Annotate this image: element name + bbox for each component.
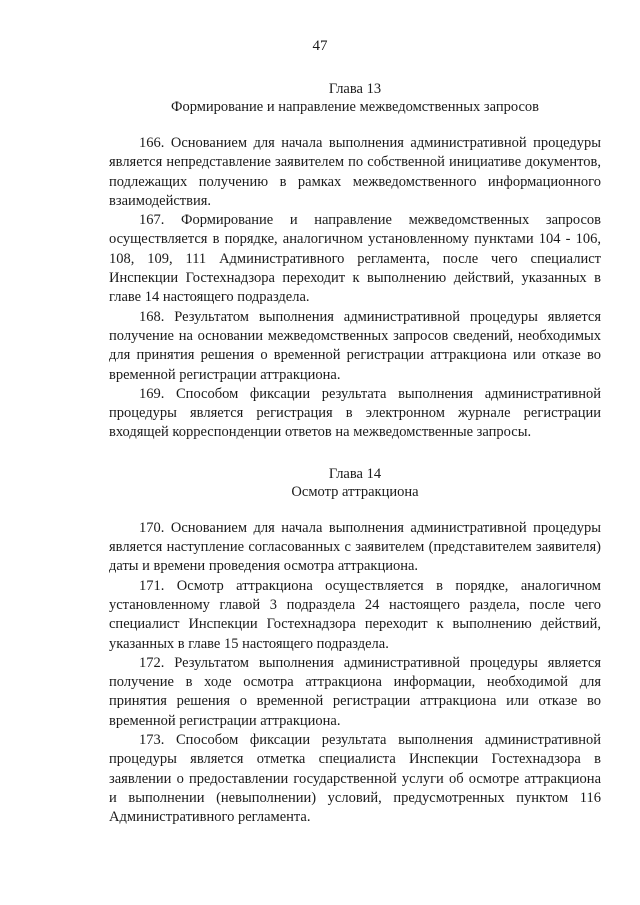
page-content [109, 80, 601, 828]
paragraph-167: 167. Формирование и направление межведомственных запросов осуществляется в порядке, аналогичном установленному пунктами 104 - 106, 108, 109, 111 Административного регламента, после чего специалист Инспекции Гостехнадзора переходит к выполнению действий, указанных в главе 14 настоящего подраздела. [109, 212, 601, 306]
chapter-14 [109, 465, 601, 501]
chapter-title: Формирование и направление межведомственных запросов [171, 99, 539, 115]
paragraph-173: 173. Способом фиксации результата выполнения административной процедуры является отметка специалиста Инспекции Гостехнадзора в заявлении о предоставлении государственной услуги об осмотре аттракциона и выполнении (невыполнении) условий, предусмотренных пунктом 116 Административного регламента. [109, 732, 601, 826]
chapter-heading: Глава 14 [328, 465, 382, 482]
paragraph-171: 171. Осмотр аттракциона осуществляется в порядке, аналогичном установленному главой 3 подраздела 24 настоящего раздела, после чего специалист Инспекции Гостехнадзора переходит к выполнению действий, указанных в главе 15 настоящего подраздела. [109, 577, 601, 652]
paragraph-172: 172. Результатом выполнения административной процедуры является получение в ходе осмотра аттракциона информации, необходимой для принятия решения о временной регистрации аттракциона или отказе во временной регистрации аттракциона. [109, 654, 601, 729]
chapter-heading: Глава 13 [328, 81, 382, 97]
paragraph-170: 170. Основанием для начала выполнения административной процедуры является наступление согласованных с заявителем (представителем заявителя) даты и времени проведения осмотра аттракциона. [109, 519, 601, 575]
chapter-spacer [109, 443, 601, 465]
chapter-title: Осмотр аттракциона [291, 483, 419, 500]
paragraph-168: 168. Результатом выполнения административной процедуры является получение на основании межведомственных запросов сведений, необходимых для принятия решения о временной регистрации аттракциона или отказе во временной регистрации аттракциона. [109, 308, 601, 383]
chapter-13 [109, 80, 601, 116]
paragraph-169: 169. Способом фиксации результата выполнения административной процедуры является регистрация в электронном журнале регистрации входящей корреспонденции ответов на межведомственные запросы. [109, 385, 601, 441]
page-number: 47 [312, 38, 328, 54]
paragraph-166: 166. Основанием для начала выполнения административной процедуры является непредставление заявителем по собственной инициативе документов, подлежащих получению в рамках межведомственного информационного взаимодействия. [109, 135, 601, 209]
